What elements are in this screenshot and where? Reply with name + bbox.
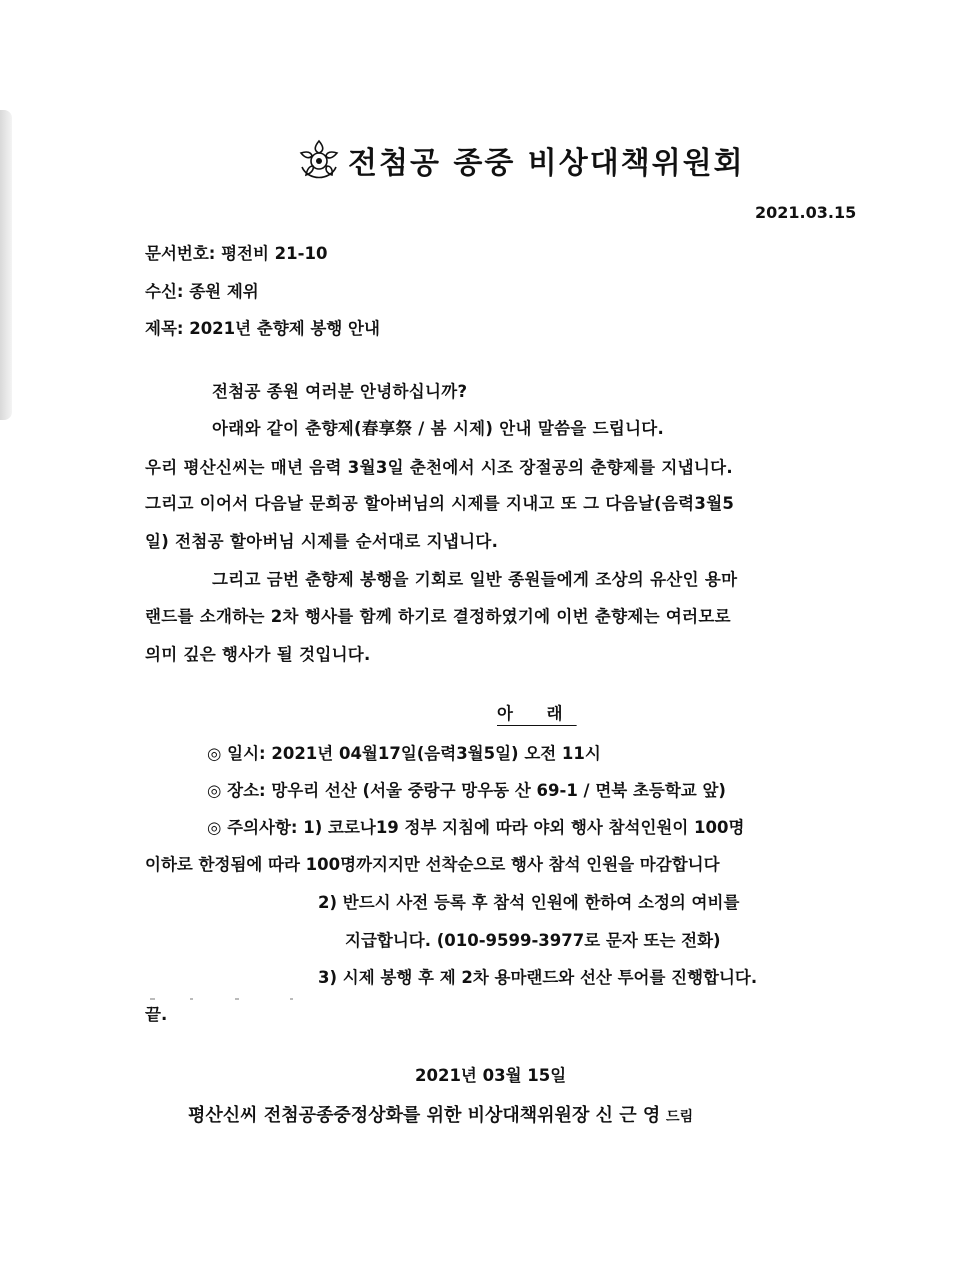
scan-speck xyxy=(150,998,155,1000)
recipient: 수신: 종원 제위 xyxy=(145,282,259,301)
section-heading: 아 래 xyxy=(497,704,577,723)
document-number: 문서번호: 평전비 21-10 xyxy=(145,244,328,263)
scan-speck xyxy=(235,998,239,1000)
detail-notice-2: 2) 반드시 사전 등록 후 참석 인원에 한하여 소정의 여비를 xyxy=(318,893,740,912)
detail-notice-3: 3) 시제 봉행 후 제 2차 용마랜드와 선산 투어를 진행합니다. xyxy=(318,968,758,987)
signature-text: 평산신씨 전첨공종중정상화를 위한 비상대책위원장 신 근 영 xyxy=(188,1105,661,1126)
body-line: 우리 평산신씨는 매년 음력 3월3일 춘천에서 시조 장절공의 춘향제를 지냅니다. xyxy=(145,458,733,477)
intro-line: 아래와 같이 춘향제(春享祭 / 봄 시제) 안내 말씀을 드립니다. xyxy=(212,419,665,438)
document-date: 2021.03.15 xyxy=(755,203,857,222)
document-header xyxy=(296,132,745,188)
detail-notice-1-cont: 이하로 한정됨에 따라 100명까지지만 선착순으로 행사 참석 인원을 마감합니다 xyxy=(145,855,720,874)
body-line: 의미 깊은 행사가 될 것입니다. xyxy=(145,645,371,664)
subject: 제목: 2021년 춘향제 봉행 안내 xyxy=(145,319,380,338)
signature-line xyxy=(188,1101,693,1127)
footer-date: 2021년 03월 15일 xyxy=(415,1066,567,1085)
detail-notice-2-cont: 지급합니다. (010-9599-3977로 문자 또는 전화) xyxy=(345,931,721,950)
body-line: 일) 전첨공 할아버님 시제를 순서대로 지냅니다. xyxy=(145,532,499,551)
scan-speck xyxy=(290,998,293,1000)
body-line: 랜드를 소개하는 2차 행사를 함께 하기로 결정하였기에 이번 춘향제는 여러모로 xyxy=(145,607,731,626)
greeting-line: 전첨공 종원 여러분 안녕하십니까? xyxy=(212,382,468,401)
clan-emblem-icon xyxy=(296,137,342,183)
end-mark: 끝. xyxy=(145,1005,168,1024)
signature-suffix: 드림 xyxy=(666,1109,694,1125)
body-line: 그리고 금번 춘향제 봉행을 기회로 일반 종원들에게 조상의 유산인 용마 xyxy=(212,570,738,589)
detail-notice-1: ◎ 주의사항: 1) 코로나19 정부 지침에 따라 야외 행사 참석인원이 100명 xyxy=(207,818,745,837)
body-line: 그리고 이어서 다음날 문희공 할아버님의 시제를 지내고 또 그 다음날(음력3월5 xyxy=(145,494,735,513)
scan-speck xyxy=(190,998,193,1000)
page-edge-shadow xyxy=(0,110,12,420)
detail-location: ◎ 장소: 망우리 선산 (서울 중랑구 망우동 산 69-1 / 면북 초등학교 앞) xyxy=(207,781,726,800)
page-title: 전첨공 종중 비상대책위원회 xyxy=(348,146,745,181)
detail-datetime: ◎ 일시: 2021년 04월17일(음력3월5일) 오전 11시 xyxy=(207,744,601,763)
